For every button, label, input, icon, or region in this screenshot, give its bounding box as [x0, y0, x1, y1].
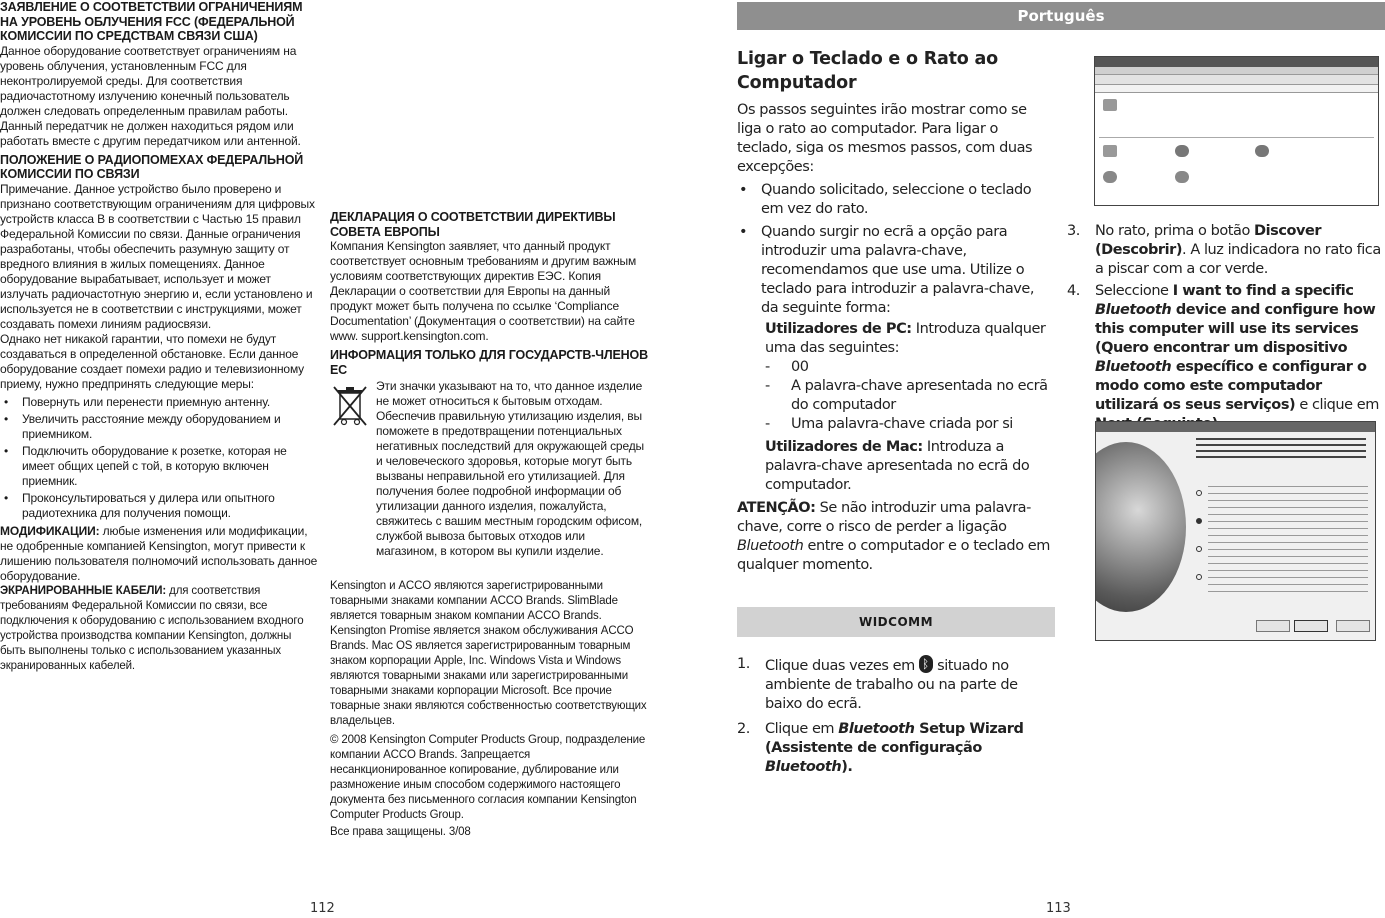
mac-users-label: Utilizadores de Mac:	[765, 439, 923, 455]
language-header: Português	[737, 2, 1385, 30]
modifications-text	[0, 524, 318, 584]
step-text: ).	[841, 759, 853, 775]
warning-text	[737, 499, 1055, 575]
shielded-cables-text	[0, 584, 318, 674]
mac-users-text	[737, 438, 1055, 495]
modifications-label: МОДИФИКАЦИИ:	[0, 523, 100, 538]
explorer-menubar	[1095, 67, 1378, 75]
weee-text: Эти значки указывают на то, что данное изделие не может относиться к бытовым отходам. Обеспечив правильную утилизацию изделия, вы поможете в предотвращении потенциальных негативных последствий для окружающей среды и человеческого здоровья, которые могут быть вызваны неправильной его утилизацией. Для получения более подробной информации об утилизации данного изделия, пожалуйста, свяжитесь с вашим местным городским офисом, службой вывоза бытовых отходов или магазином, в котором вы купили изделие.	[376, 379, 645, 558]
step-4	[1067, 282, 1385, 434]
pc-users-text	[737, 320, 1055, 358]
step-number: 3.	[1067, 223, 1080, 239]
fcc-exposure-text: Данное оборудование соответствует ограничениям на уровень облучения, установленным FCC для неконтролируемой среды. Для соответствия радиочастотному излучению конечный пользователь должен следовать определенным правилам работы. Данный передатчик не должен находиться рядом или работать вместе с другим передатчиком или антенной.	[0, 43, 301, 148]
warning-bluetooth: Bluetooth	[737, 538, 804, 554]
eu-declaration-heading: ДЕКЛАРАЦИЯ О СООТВЕТСТВИИ ДИРЕКТИВЫ СОВЕТА ЕВРОПЫ	[330, 210, 616, 239]
explorer-screenshot	[1094, 56, 1379, 206]
option-label: específico e configurar o modo como este computador utilizará os seus serviços)	[1095, 359, 1367, 413]
step-wizard-label: Setup Wizard (Assistente de configuração	[765, 721, 1024, 756]
step-bluetooth: Bluetooth	[765, 759, 842, 775]
widcomm-section-header: WIDCOMM	[737, 607, 1055, 637]
folder-icon	[1103, 145, 1117, 157]
step-text: Clique em	[765, 721, 839, 737]
list-item: • Увеличить расстояние между оборудованием и приемником.	[0, 412, 318, 442]
list-item: • Повернуть или перенести приемную антенну.	[0, 395, 318, 410]
wizard-back-button	[1256, 620, 1290, 632]
bullet-item: • Quando solicitado, seleccione o teclado em vez do rato.	[737, 181, 1055, 219]
list-item: • Подключить оборудование к розетке, которая не имеет общих цепей с той, в которую включен приемник.	[0, 444, 318, 489]
radio-option	[1196, 574, 1202, 580]
wizard-cancel-button	[1336, 620, 1370, 632]
discover-button-label: Discover (Descobrir)	[1095, 223, 1322, 258]
steps-column-2	[1067, 222, 1385, 434]
explorer-toolbar	[1095, 75, 1378, 85]
pc-users-body: Introduza qualquer uma das seguintes:	[765, 321, 1046, 356]
option-text-lines	[1208, 486, 1368, 596]
bluetooth-wizard-screenshot	[1095, 421, 1376, 641]
option-label: device and configure how this computer will use its services (Quero encontrar um dispositivo	[1095, 302, 1376, 356]
dash-item: - Uma palavra-chave criada por si	[763, 415, 1055, 434]
step-text: Clique duas vezes em	[765, 658, 919, 674]
option-label: I want to find a specific	[1172, 283, 1354, 299]
rights-text: Все права защищены. 3/08	[330, 826, 471, 838]
modifications-body: любые изменения или модификации, не одобренные компанией Kensington, могут привести к лишению пользователя полномочий использовать данное оборудование.	[0, 523, 318, 583]
mac-users-body: Introduza a palavra-chave apresentada no ecrã do computador.	[765, 439, 1030, 493]
explorer-titlebar	[1095, 57, 1378, 67]
step-number: 1.	[737, 656, 750, 672]
folder-icon	[1103, 99, 1117, 111]
trademarks-text: Kensington и ACCO являются зарегистрированными товарными знаками компании ACCO Brands. SlimBlade является товарным знаком компании ACCO Brands. Kensington Promise является знаком обслуживания ACCO Brands. Mac OS является зарегистрированным товарным знаком корпорации Apple, Inc. Windows Vista и Windows являются товарными знаками или зарегистрированными товарными знаками корпорации Microsoft. Все прочие товарные знаки являются собственностью соответствующих владельцев.	[330, 580, 647, 727]
option-bluetooth: Bluetooth	[1095, 302, 1172, 318]
radio-option	[1196, 518, 1202, 524]
steps-column-1	[737, 655, 1055, 777]
step-number: 4.	[1067, 283, 1080, 299]
warning-label: ATENÇÃO:	[737, 500, 816, 516]
step-text: . A luz indicadora no rato fica a piscar com a cor verde.	[1095, 242, 1381, 277]
step-text: e clique em	[1295, 397, 1379, 413]
radio-option	[1196, 546, 1202, 552]
radio-option	[1196, 490, 1202, 496]
explorer-addressbar	[1095, 85, 1378, 93]
wizard-heading	[1196, 438, 1366, 458]
weee-block	[330, 379, 648, 559]
device-icon	[1255, 145, 1269, 157]
step-number: 2.	[737, 721, 750, 737]
device-icon	[1175, 171, 1189, 183]
step-3	[1067, 222, 1385, 279]
shielded-cables-label: ЭКРАНИРОВАННЫЕ КАБЕЛИ:	[0, 584, 167, 597]
fcc-exposure-heading: ЗАЯВЛЕНИЕ О СООТВЕТСТВИИ ОГРАНИЧЕНИЯМ НА УРОВЕНЬ ОБЛУЧЕНИЯ FCC (ФЕДЕРАЛЬНОЙ КОМИССИИ ПО СРЕДСТВАМ СВЯЗИ США)	[0, 0, 303, 43]
fcc-interference-heading: ПОЛОЖЕНИЕ О РАДИОПОМЕХАХ ФЕДЕРАЛЬНОЙ КОМИССИИ ПО СВЯЗИ	[0, 152, 304, 181]
right-column-1	[737, 47, 1055, 575]
step-2	[737, 720, 1055, 777]
device-icon	[1103, 171, 1117, 183]
warning-end: entre o computador e o teclado em qualquer momento.	[737, 538, 1050, 573]
fcc-measures-list	[0, 395, 318, 521]
option-bluetooth: Bluetooth	[1095, 359, 1172, 375]
page-number-left: 112	[310, 901, 335, 916]
fcc-note-text: Примечание. Данное устройство было проверено и признано соответствующим ограничениям для цифровых устройств класса В в соответствии с Частью 15 правил Федеральной Комиссии по связи. Данные ограничения разработаны, чтобы обеспечить разумную защиту от вредного влияния в жилых помещениях. Данное оборудование вырабатывает, использует и может излучать радиочастотную энергию и, если установлено и используется не в соответствии с инструкциями, может создавать помехи линиям радиосвязи.	[0, 181, 315, 331]
copyright-text: © 2008 Kensington Computer Products Group, подразделение компании ACCO Brands. Запрещается несанкционированное копирование, дублирование или размножение иным способом содержимого настоящего документа без письменного согласия компании Kensington Computer Products Group.	[330, 734, 646, 821]
step-text: situado no ambiente de trabalho ou na parte de baixo do ecrã.	[765, 658, 1018, 712]
weee-bin-icon	[332, 385, 368, 429]
bluetooth-icon	[919, 655, 933, 673]
list-item: • Проконсультироваться у дилера или опытного радиотехника для получения помощи.	[0, 491, 318, 521]
wizard-titlebar	[1096, 422, 1375, 432]
intro-text: Os passos seguintes irão mostrar como se liga o rato ao computador. Para ligar o teclado, siga os mesmos passos, com duas excepções:	[737, 102, 1033, 175]
page-title: Ligar o Teclado e o Rato ao Computador	[737, 49, 998, 93]
wizard-globe	[1095, 442, 1186, 612]
left-column-1	[0, 0, 318, 674]
step-bluetooth: Bluetooth	[838, 721, 915, 737]
bullet-item: • Quando surgir no ecrã a opção para introduzir uma palavra-chave, recomendamos que use uma. Utilize o teclado para introduzir a palavra-chave, da seguinte forma:	[737, 223, 1055, 318]
step-text: Seleccione	[1095, 283, 1173, 299]
warning-body: Se não introduzir uma palavra-chave, corre o risco de perder a ligação	[737, 500, 1031, 535]
dash-item: - 00	[763, 358, 1055, 377]
device-icon	[1175, 145, 1189, 157]
wizard-next-button	[1294, 620, 1328, 632]
left-column-2	[330, 210, 648, 840]
dash-item: - A palavra-chave apresentada no ecrã do computador	[763, 377, 1055, 415]
step-1	[737, 655, 1055, 714]
pc-users-label: Utilizadores de PC:	[765, 321, 912, 337]
step-text: No rato, prima o botão	[1095, 223, 1255, 239]
divider	[1099, 137, 1374, 138]
explorer-content	[1095, 93, 1378, 203]
shielded-cables-body: для соответствия требованиям Федеральной Комиссии по связи, все подключения к оборудованию с использованием входного устройства производства компании Kensington, должны быть выполнены только с использованием указанных экранированных кабелей.	[0, 584, 304, 672]
fcc-guarantee-text: Однако нет никакой гарантии, что помехи не будут создаваться в определенной обстановке. Если данное оборудование создает помехи радио и телевизионному приему, нужно предпринять следующие меры:	[0, 331, 305, 391]
eu-members-heading: ИНФОРМАЦИЯ ТОЛЬКО ДЛЯ ГОСУДАРСТВ-ЧЛЕНОВ ЕС	[330, 348, 649, 377]
eu-declaration-text: Компания Kensington заявляет, что данный продукт соответствует основным требованиям и другим важным условиям соответствующих директив ЕЭС. Копия Декларации о соответствии для Европы на данный продукт может быть получена по ссылке ‘Compliance Documentation’ (Документация о соответствии) на сайте www. support.kensington.com.	[330, 239, 637, 343]
page-number-right: 113	[1046, 901, 1071, 916]
wizard-options	[1196, 470, 1371, 600]
